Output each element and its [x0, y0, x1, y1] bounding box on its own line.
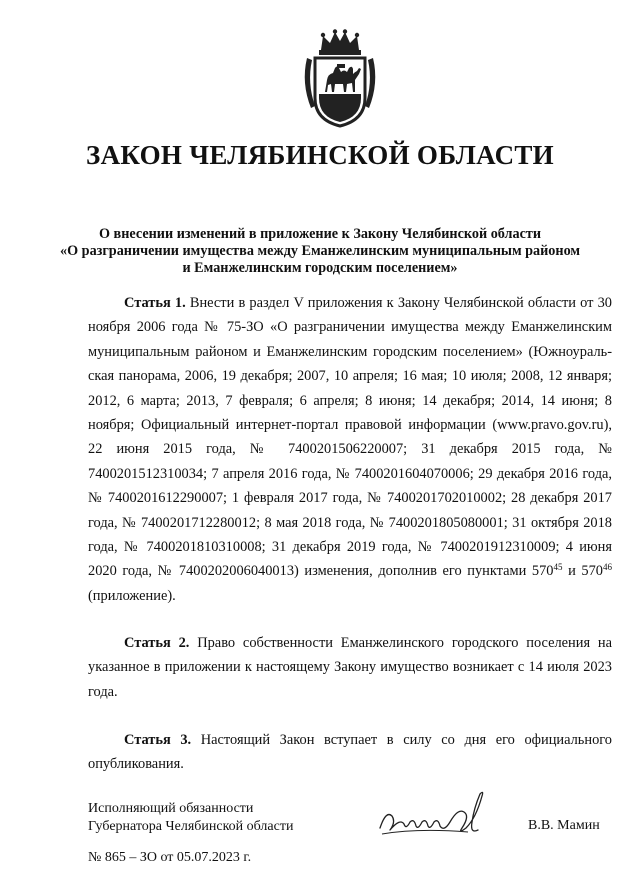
article-text: Внести в раздел V приложения к Закону Челябинской области от 30 ноября 2006 года № 75-ЗО «О разграничении имущества между Еманжелинским муниципальным районом и Еманжелинским городским поселением» (Южноураль-ская панорама, 2006, 19 декабря; 2007, 10 апреля; 16 мая; 10 июля; 2008, 12 января; 2012, 6 марта; 2013, 7 февраля; 6 апреля; 8 июня; 14 декабря; 2014, 14 июня; 8 ноября; Официальный интернет-портал правовой информации (www.pravo.gov.ru), 22 июня 2015 года, № 7400201506220007; 31 декабря 2015 года, № 7400201512310034; 7 апреля 2016 года, № 7400201604070006; 29 декабря 2016 года, № 7400201612290007; 1 февраля 2017 года, № 7400201702010002; 28 декабря 2017 года, № 7400201712280012; 8 мая 2018 года, № 7400201805080001; 31 октября 2018 года, № 7400201810310008; 31 декабря 2019 года, № 7400201912310009; 4 июня 2020 года, № 7400202006040013) изменения, дополнив его пунктами [88, 295, 612, 580]
conjunction: и [568, 563, 576, 580]
article-1 [88, 291, 612, 608]
article-text: Настоящий Закон вступает в силу со дня его официального опубликования. [88, 732, 612, 773]
document-subtitle [60, 226, 580, 277]
article-label: Статья 2. [124, 635, 190, 651]
handwritten-signature [378, 788, 498, 846]
subtitle-line: О внесении изменений в приложение к Закону Челябинской области [98, 226, 542, 242]
subtitle-line: и Еманжелинским городским поселением» [182, 260, 458, 276]
coat-of-arms-icon [297, 28, 383, 128]
article-2 [88, 631, 612, 704]
signatory-name: В.В. Мамин [528, 818, 600, 833]
point-number: $570^{45}$ [531, 562, 563, 580]
article-text: Право собственности Еманжелинского городского поселения на указанное в приложении к настоящему Закону имущество возникает с 14 июля 2023 года. [88, 635, 612, 700]
signatory-position [88, 800, 293, 836]
article-text-tail: (приложение). [88, 587, 176, 604]
position-line: Исполняющий обязанности [88, 801, 254, 816]
subtitle-line: «О разграничении имущества между Еманжелинским муниципальным районом [60, 243, 581, 259]
point-number: $570^{46}$ [581, 562, 612, 580]
article-3 [88, 728, 612, 777]
article-label: Статья 3. [124, 732, 192, 748]
article-label: Статья 1. [124, 295, 186, 311]
position-line: Губернатора Челябинской области [88, 819, 294, 834]
document-title: ЗАКОН ЧЕЛЯБИНСКОЙ ОБЛАСТИ [86, 140, 554, 170]
document-number: № 865 – ЗО от 05.07.2023 г. [88, 850, 252, 865]
